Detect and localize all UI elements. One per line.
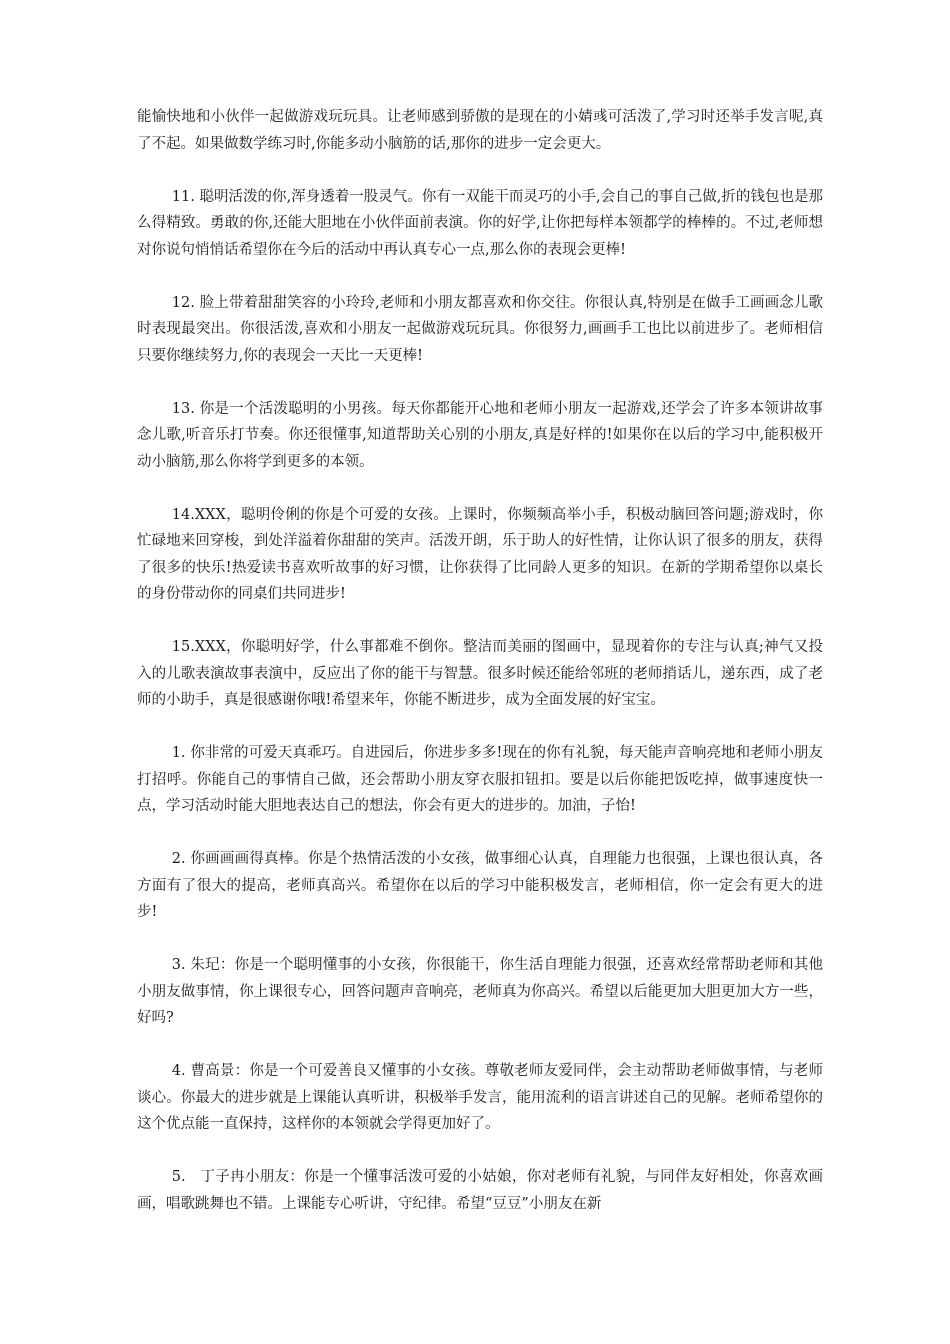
paragraph-comment-5: 5. 丁子冉小朋友：你是一个懂事活泼可爱的小姑娘，你对老师有礼貌，与同伴友好相处，你喜欢画画，唱歌跳舞也不错。上课能专心听讲，守纪律。希望“豆豆”小朋友在新 bbox=[137, 1169, 823, 1212]
paragraph-comment-11: 11. 聪明活泼的你,浑身透着一股灵气。你有一双能干而灵巧的小手,会自己的事自己做,折的钱包也是那么得精致。勇敢的你,还能大胆地在小伙伴面前表演。你的好学,让你把每样本领都学的棒棒的。不过,老师想对你说句悄悄话希望你在今后的活动中再认真专心一点,那么你的表现会更棒! bbox=[137, 188, 823, 258]
paragraph-comment-14: 14.XXX，聪明伶俐的你是个可爱的女孩。上课时，你频频高举小手，积极动脑回答问题;游戏时，你忙碌地来回穿梭，到处洋溢着你甜甜的笑声。活泼开朗，乐于助人的好性情，让你认识了很多的朋友，获得了很多的快乐!热爱读书喜欢听故事的好习惯，让你获得了比同龄人更多的知识。在新的学期希望你以桌长的身份带动你的同桌们共同进步! bbox=[137, 506, 823, 602]
paragraph-comment-4: 4. 曹高景：你是一个可爱善良又懂事的小女孩。尊敬老师友爱同伴，会主动帮助老师做事情，与老师谈心。你最大的进步就是上课能认真听讲，积极举手发言，能用流利的语言讲述自己的见解。老师希望你的这个优点能一直保持，这样你的本领就会学得更加好了。 bbox=[137, 1063, 823, 1132]
paragraph-comment-12: 12. 脸上带着甜甜笑容的小玲玲,老师和小朋友都喜欢和你交往。你很认真,特别是在做手工画画念儿歌时表现最突出。你很活泼,喜欢和小朋友一起做游戏玩玩具。你很努力,画画手工也比以前进步了。老师相信只要你继续努力,你的表现会一天比一天更棒! bbox=[137, 294, 823, 364]
paragraph-comment-2: 2. 你画画画得真棒。你是个热情活泼的小女孩，做事细心认真，自理能力也很强，上课也很认真，各方面有了很大的提高，老师真高兴。希望你在以后的学习中能积极发言，老师相信，你一定会有更大的进步! bbox=[137, 851, 823, 920]
document-body bbox=[137, 104, 823, 1244]
paragraph-comment-3: 3. 朱玘：你是一个聪明懂事的小女孩，你很能干，你生活自理能力很强，还喜欢经常帮助老师和其他小朋友做事情，你上课很专心，回答问题声音响亮，老师真为你高兴。希望以后能更加大胆更加大方一些，好吗? bbox=[137, 957, 823, 1026]
paragraph-comment-13: 13. 你是一个活泼聪明的小男孩。每天你都能开心地和老师小朋友一起游戏,还学会了许多本领讲故事念儿歌,听音乐打节奏。你还很懂事,知道帮助关心别的小朋友,真是好样的!如果你在以后的学习中,能积极开动小脑筋,那么你将学到更多的本领。 bbox=[137, 400, 823, 470]
paragraph-comment-15: 15.XXX，你聪明好学，什么事都难不倒你。整洁而美丽的图画中，显现着你的专注与认真;神气又投入的儿歌表演故事表演中，反应出了你的能干与智慧。很多时候还能给邻班的老师捎话儿，递东西，成了老师的小助手，真是很感谢你哦!希望来年，你能不断进步，成为全面发展的好宝宝。 bbox=[137, 639, 823, 708]
paragraph-continuation: 能愉快地和小伙伴一起做游戏玩玩具。让老师感到骄傲的是现在的小婧彧可活泼了,学习时还举手发言呢,真了不起。如果做数学练习时,你能多动小脑筋的话,那你的进步一定会更大。 bbox=[137, 109, 823, 152]
paragraph-comment-1: 1. 你非常的可爱天真乖巧。自进园后，你进步多多!现在的你有礼貌，每天能声音响亮地和老师小朋友打招呼。你能自己的事情自己做，还会帮助小朋友穿衣服扣钮扣。要是以后你能把饭吃掉，做事速度快一点，学习活动时能大胆地表达自己的想法，你会有更大的进步的。加油，子怡! bbox=[137, 745, 823, 814]
